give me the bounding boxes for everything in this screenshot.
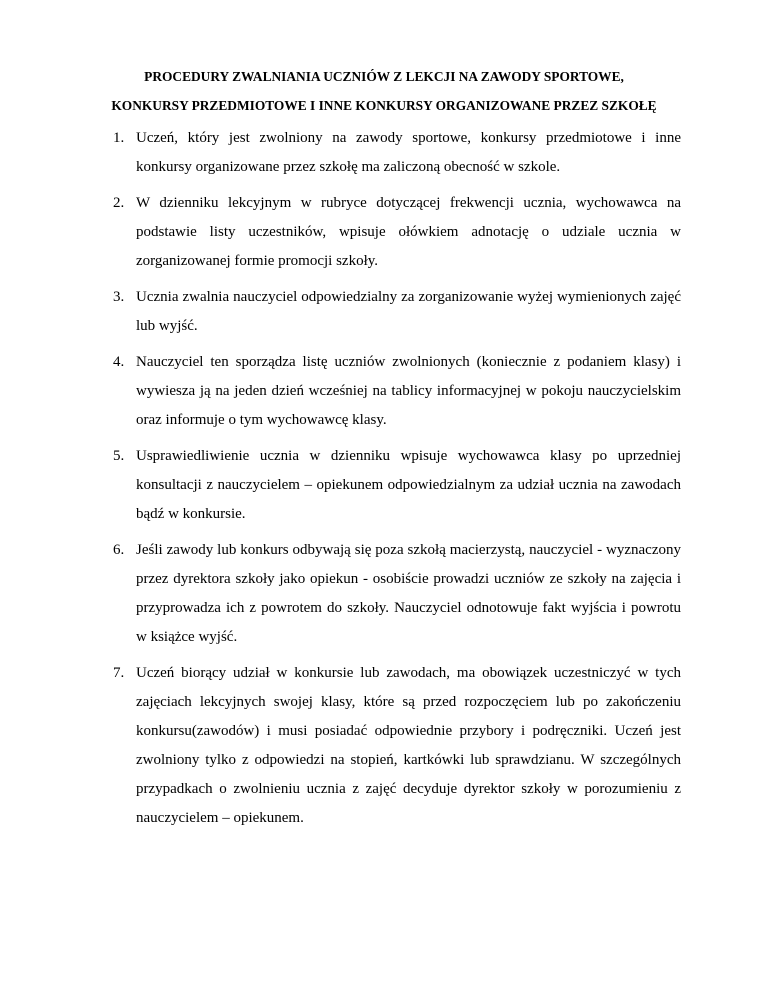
list-item-text: W dzienniku lekcyjnym w rubryce dotyczącej frekwencji ucznia, wychowawca na podstawie listy uczestników, wpisuje ołówkiem adnotację o udziale ucznia w zorganizowanej formie promocji szkoły. [136,195,681,269]
list-item-text: Nauczyciel ten sporządza listę uczniów zwolnionych (koniecznie z podaniem klasy) i wywiesza ją na jeden dzień wcześniej na tablicy informacyjnej w pokoju nauczycielskim oraz informuje o tym wychowawcę klasy. [136,354,681,428]
list-item-number: 5. [113,448,125,464]
list-item-text: Ucznia zwalnia nauczyciel odpowiedzialny za zorganizowanie wyżej wymienionych zajęć lub wyjść. [136,289,681,334]
list-item-number: 1. [113,130,125,146]
procedure-list [113,124,681,840]
list-item [113,348,681,435]
list-item-number: 4. [113,354,125,370]
list-item [113,659,681,833]
list-item-number: 7. [113,665,125,681]
list-item [113,124,681,182]
list-item-text: Uczeń, który jest zwolniony na zawody sportowe, konkursy przedmiotowe i inne konkursy organizowane przez szkołę ma zaliczoną obecność w szkole. [136,130,681,175]
list-item-number: 2. [113,195,125,211]
list-item [113,536,681,652]
list-item [113,189,681,276]
list-item [113,283,681,341]
list-item-text: Jeśli zawody lub konkurs odbywają się poza szkołą macierzystą, nauczyciel - wyznaczony przez dyrektora szkoły jako opiekun - osobiście prowadzi uczniów ze szkoły na zajęcia i przyprowadza ich z powrotem do szkoły. Nauczyciel odnotowuje fakt wyjścia i powrotu w książce wyjść. [136,542,681,645]
list-item-number: 6. [113,542,125,558]
document-title-line-1: PROCEDURY ZWALNIANIA UCZNIÓW Z LEKCJI NA ZAWODY SPORTOWE, [144,69,624,84]
document-title-line-2: KONKURSY PRZEDMIOTOWE I INNE KONKURSY ORGANIZOWANE PRZEZ SZKOŁĘ [111,98,657,113]
list-item-number: 3. [113,289,125,305]
list-item-text: Usprawiedliwienie ucznia w dzienniku wpisuje wychowawca klasy po uprzedniej konsultacji z nauczycielem – opiekunem odpowiedzialnym za udział ucznia na zawodach bądź w konkursie. [136,448,681,522]
list-item-text: Uczeń biorący udział w konkursie lub zawodach, ma obowiązek uczestniczyć w tych zajęciach lekcyjnych swojej klasy, które są przed rozpoczęciem lub po zakończeniu konkursu(zawodów) i musi posiadać odpowiednie przybory i podręczniki. Uczeń jest zwolniony tylko z odpowiedzi na stopień, kartkówki lub sprawdzianu. W szczególnych przypadkach o zwolnieniu ucznia z zajęć decyduje dyrektor szkoły w porozumieniu z nauczycielem – opiekunem. [136,665,681,826]
list-item [113,442,681,529]
